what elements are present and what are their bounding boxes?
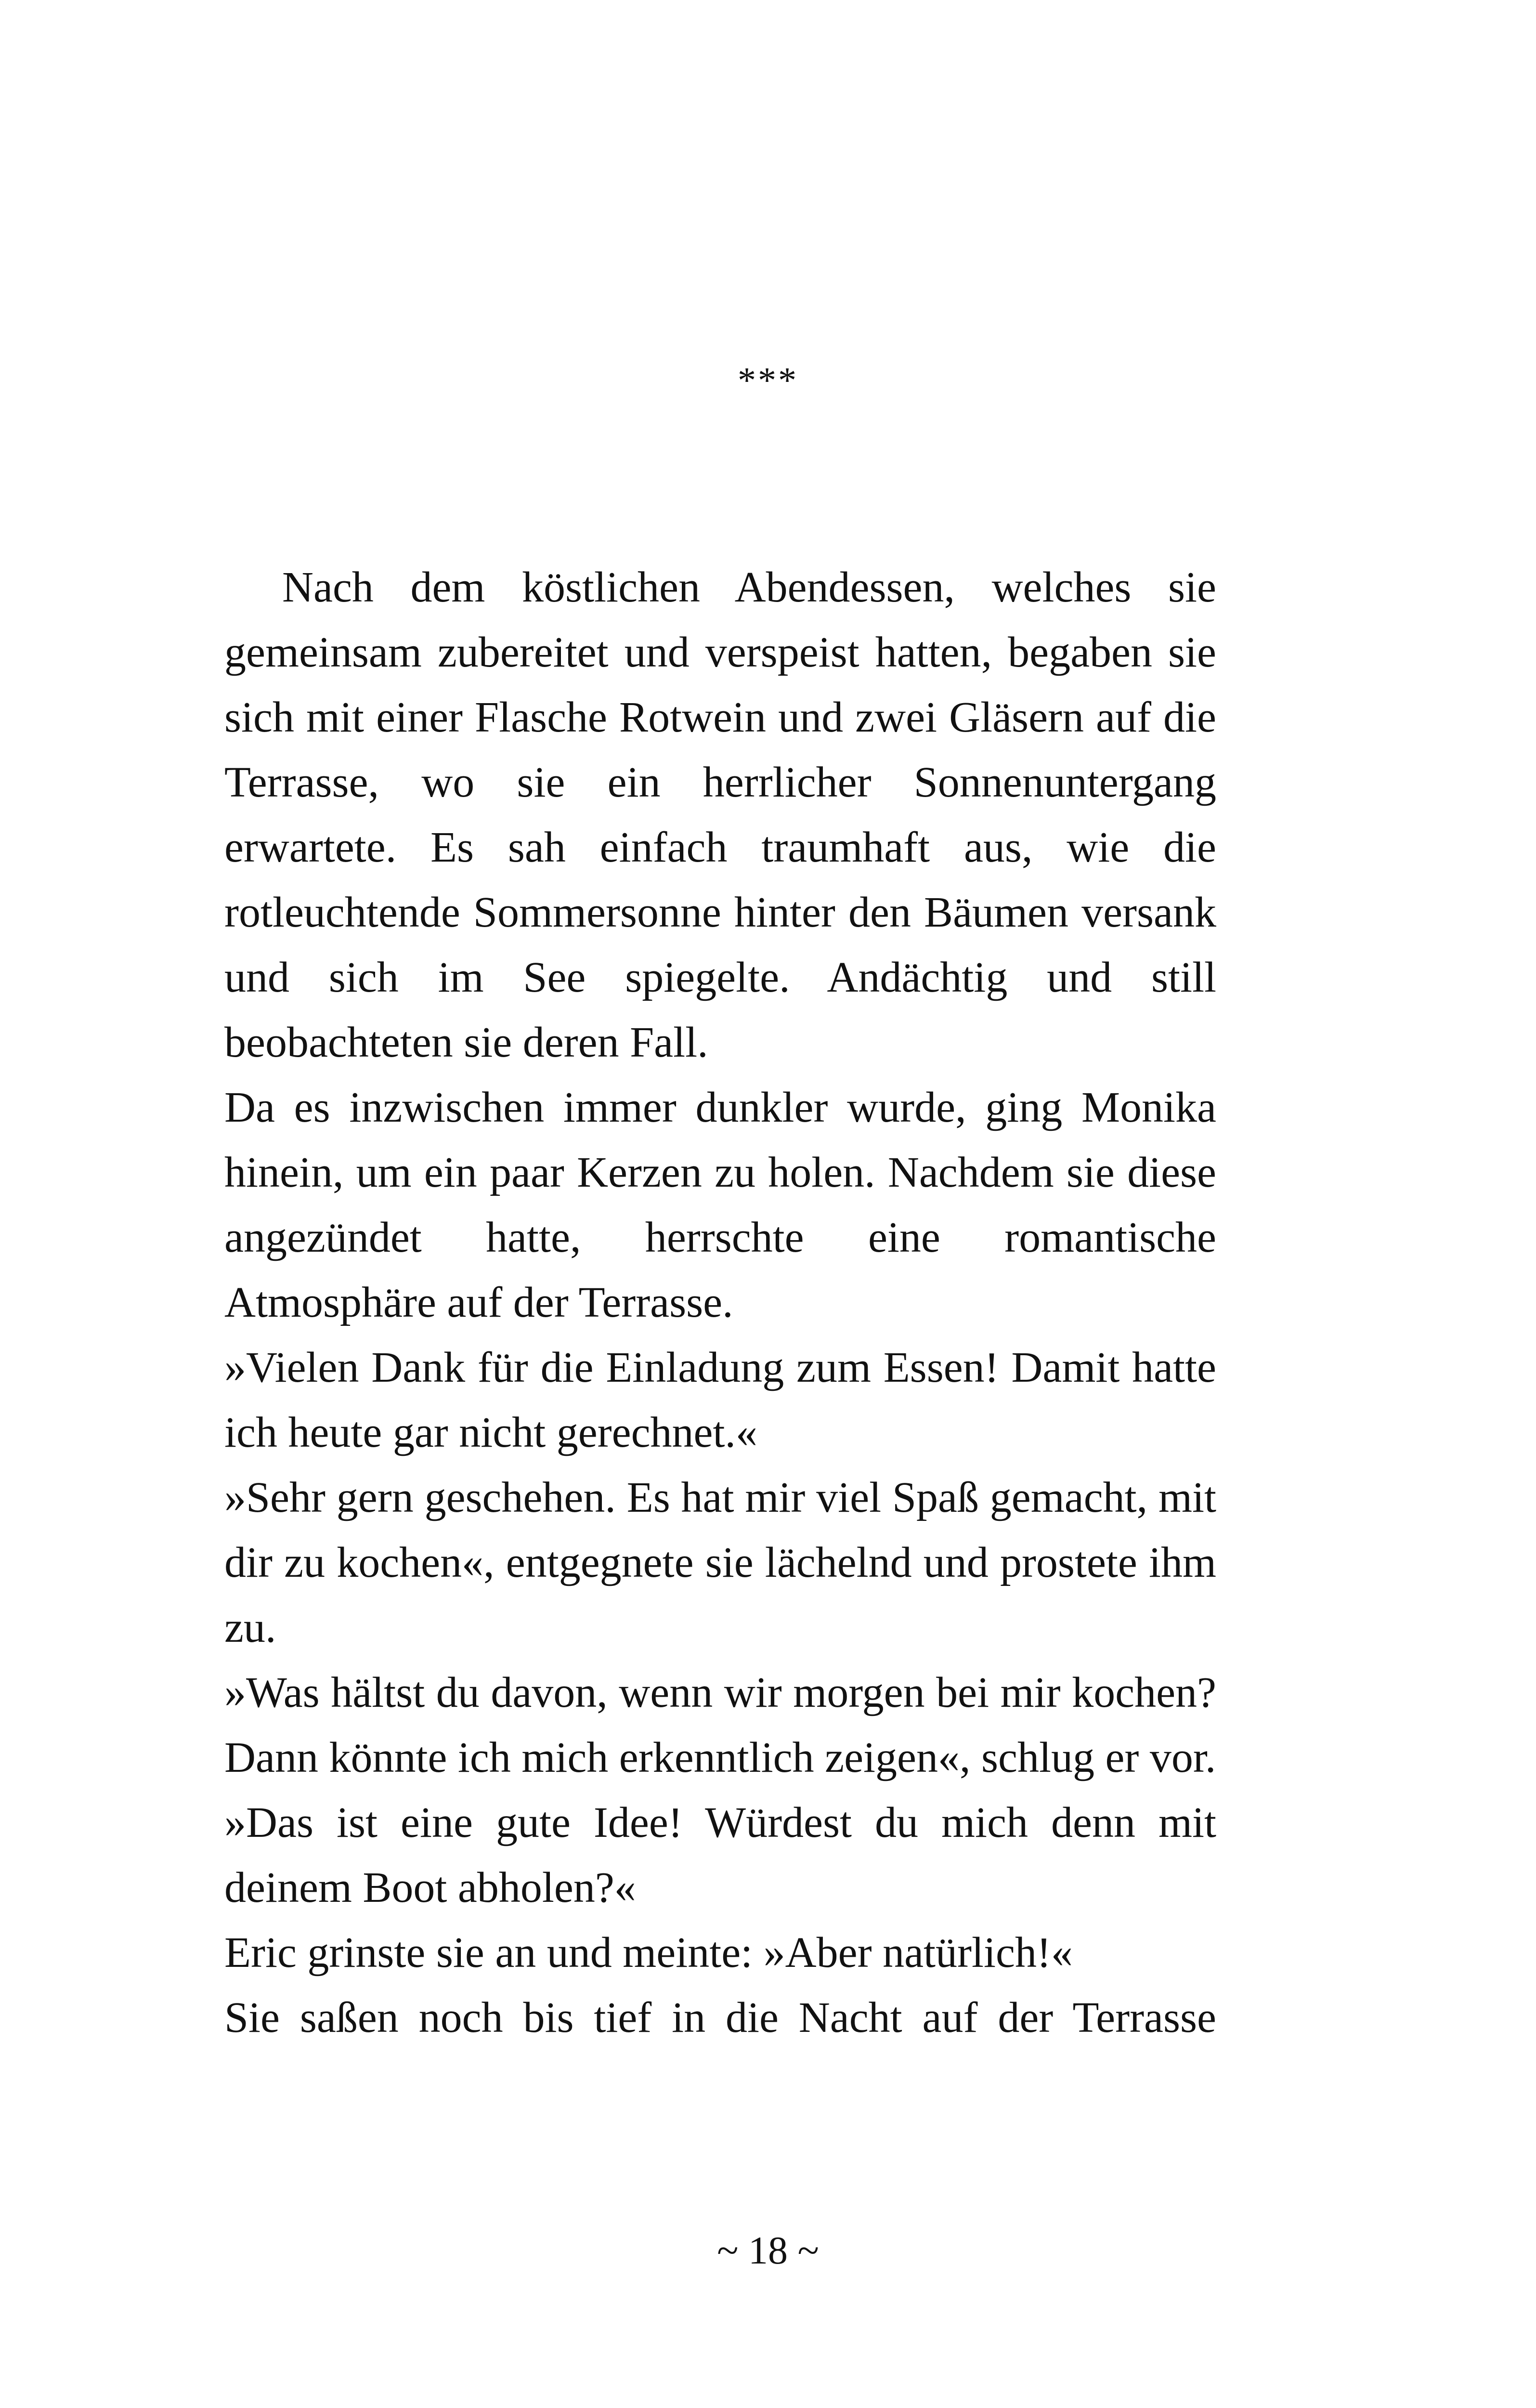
paragraph-7: Eric grinste sie an und meinte: »Aber natürlich!« <box>224 1929 1073 1976</box>
paragraph-4: »Sehr gern geschehen. Es hat mir viel Spaß gemacht, mit dir zu kochen«, entgegnete sie lächelnd und prostete ihm zu. <box>224 1474 1216 1651</box>
paragraph-1: Nach dem köstlichen Abendessen, welches sie gemeinsam zubereitet und verspeist hatten, begaben sie sich mit einer Flasche Rotwein und zwei Gläsern auf die Terrasse, wo sie ein herrlicher Sonnenuntergang erwartete. Es sah einfach traumhaft aus, wie die rotleuchtende Sommersonne hinter den Bäumen versank und sich im See spiegelte. Andächtig und still beobachteten sie deren Fall. <box>224 563 1216 1066</box>
scene-separator: *** <box>738 360 798 401</box>
paragraph-8: Sie saßen noch bis tief in die Nacht auf der Terrasse <box>224 1994 1216 2042</box>
paragraph-6: »Das ist eine gute Idee! Würdest du mich denn mit deinem Boot abholen?« <box>224 1799 1216 1911</box>
paragraph-5: »Was hältst du davon, wenn wir morgen bei mir kochen? Dann könnte ich mich erkenntlich zeigen«, schlug er vor. <box>224 1669 1216 1781</box>
body-text <box>224 555 1216 2050</box>
paragraph-3: »Vielen Dank für die Einladung zum Essen! Damit hatte ich heute gar nicht gerechnet.« <box>224 1344 1216 1456</box>
page-number: ~ 18 ~ <box>717 2228 819 2272</box>
paragraph-2: Da es inzwischen immer dunkler wurde, ging Monika hinein, um ein paar Kerzen zu holen. Nachdem sie diese angezündet hatte, herrschte eine romantische Atmosphäre auf der Terrasse. <box>224 1084 1216 1326</box>
